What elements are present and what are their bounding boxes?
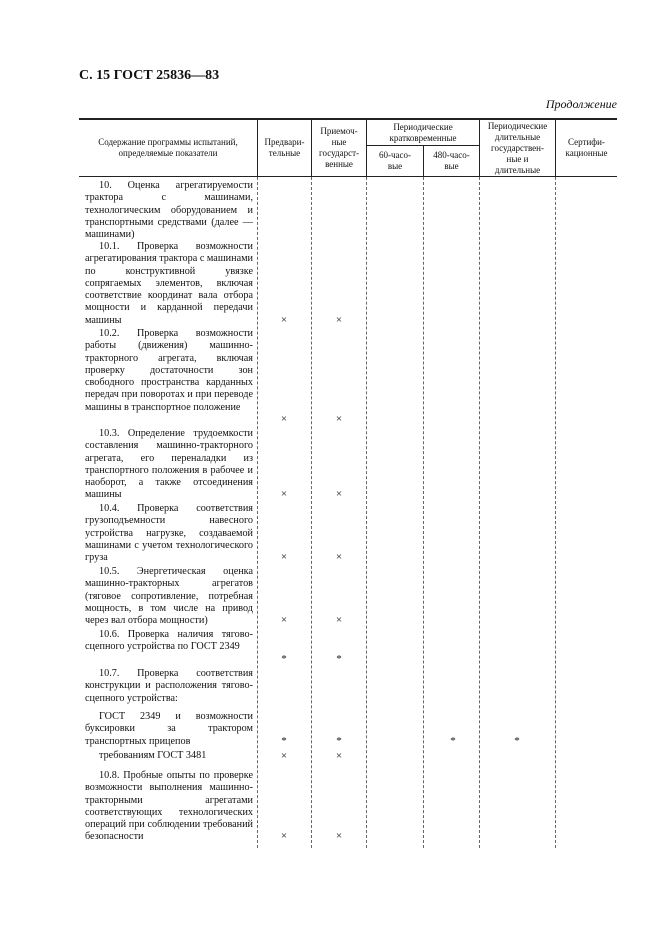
mark-preliminary: × <box>280 830 288 842</box>
page-header: С. 15 ГОСТ 25836—83 <box>79 68 220 83</box>
row-text: 10.4. Проверка соответствия грузоподъемности навесного устройства нагрузке, создаваемой машинами с учетом технологического груза <box>85 503 253 564</box>
mark-acceptance: * <box>336 735 342 747</box>
row-text: 10.8. Пробные опыты по проверке возможности выполнения машинно-тракторными агрегатами соответствующих технологических операций при соблюдении требований безопасности <box>85 770 253 843</box>
row-text: 10.6. Проверка наличия тягово-сцепного устройства по ГОСТ 2349 <box>85 629 253 653</box>
row-text: ГОСТ 2349 и возможности буксировки за трактором транспортных прицепов <box>85 711 253 747</box>
mark-preliminary: × <box>280 488 288 500</box>
col-rule <box>311 177 312 848</box>
mark-periodic-long: * <box>514 735 520 747</box>
header-periodic-short: Периодические кратковременные <box>389 121 457 143</box>
mark-preliminary: × <box>280 750 288 762</box>
mark-acceptance: × <box>335 413 343 425</box>
mark-acceptance: × <box>335 488 343 500</box>
mark-480h: * <box>450 735 456 747</box>
mark-preliminary: × <box>280 314 288 326</box>
mark-preliminary: × <box>280 413 288 425</box>
mark-preliminary: * <box>281 653 287 665</box>
test-program-table <box>79 118 617 848</box>
mark-acceptance: × <box>335 551 343 563</box>
col-rule <box>479 177 480 848</box>
header-preliminary: Предвари- тельные <box>264 137 305 158</box>
col-rule <box>257 177 258 848</box>
row-text: 10.5. Энергетическая оценка машинно-тракторных агрегатов (тяговое сопротивление, потребная мощность, в том числе на привод через вал отбора мощности) <box>85 566 253 627</box>
header-periodic-long: Периодические длительные государствен- ные и длительные <box>487 120 548 175</box>
header-content: Содержание программы испытаний, определяемые показатели <box>98 137 238 158</box>
mark-acceptance: × <box>335 314 343 326</box>
col-rule <box>366 177 367 848</box>
col-rule <box>555 177 556 848</box>
mark-acceptance: × <box>335 830 343 842</box>
mark-acceptance: × <box>335 614 343 626</box>
mark-preliminary: * <box>281 735 287 747</box>
mark-preliminary: × <box>280 614 288 626</box>
row-text: 10.1. Проверка возможности агрегатирования трактора с машинами по конструктивной увязке сопрягаемых элементов, включая соответствие координат вала отбора мощности и карданной передачи машины <box>85 241 253 326</box>
mark-acceptance: × <box>335 750 343 762</box>
continuation-label: Продолжение <box>545 97 617 111</box>
header-certification: Сертифи- кационные <box>565 137 608 158</box>
header-60h: 60-часо- вые <box>378 150 411 171</box>
mark-acceptance: * <box>336 653 342 665</box>
row-text: 10.7. Проверка соответствия конструкции и расположения тягово-сцепного устройства: <box>85 668 253 704</box>
header-acceptance: Приемоч- ные государст- венные <box>319 126 359 169</box>
header-480h: 480-часо- вые <box>433 150 470 171</box>
row-text: 10.2. Проверка возможности работы (движения) машинно-тракторного агрегата, включая проверку достаточности зон свободного пространства карданных передач при поворотах и при переводе машины в транспортное положение <box>85 328 253 413</box>
header-bottom-rule <box>79 176 617 177</box>
row-text: требованиям ГОСТ 3481 <box>99 750 207 761</box>
row-text: 10.3. Определение трудоемкости составления машинно-тракторного агрегата, его переналадки из транспортного положения в рабочее и наоборот, а также отсоединения машины <box>85 428 253 501</box>
col-rule <box>423 177 424 848</box>
row-text: 10. Оценка агрегатируемости трактора с машинами, технологическим оборудованием и транспортными средствами (далее — машинами) <box>85 180 253 241</box>
mark-preliminary: × <box>280 551 288 563</box>
